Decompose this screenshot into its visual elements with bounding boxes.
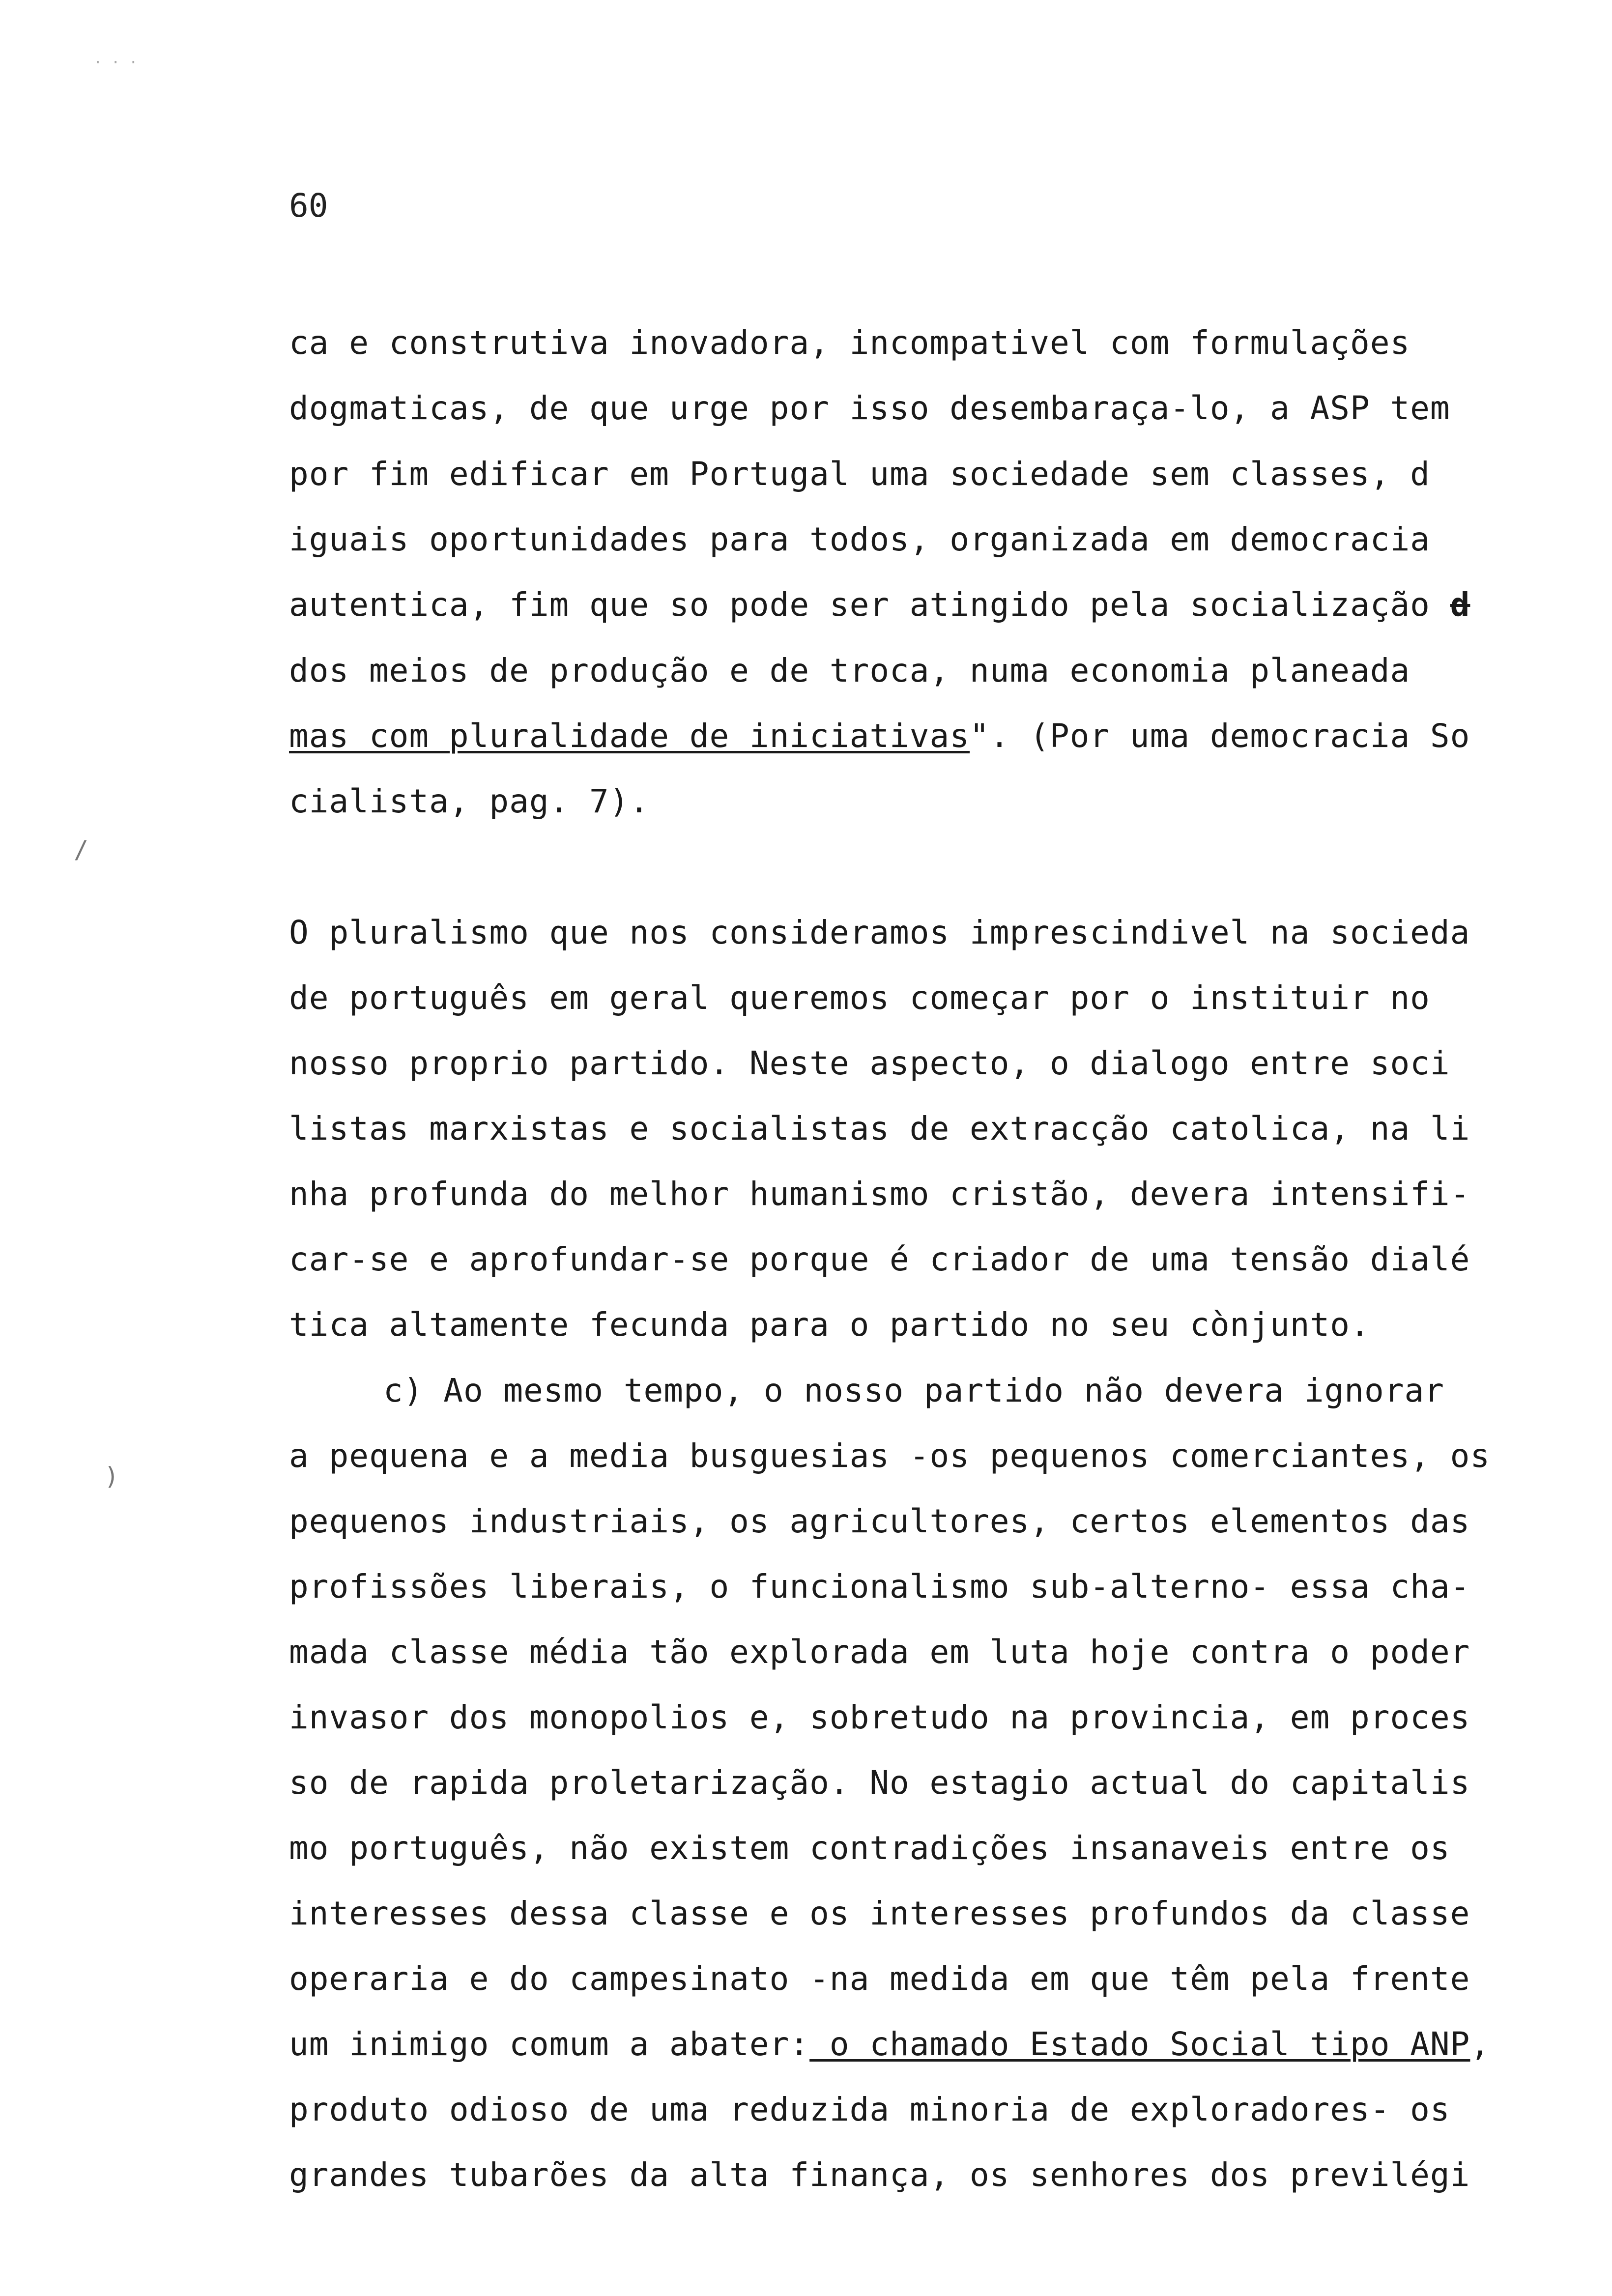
text-line: produto odioso de uma reduzida minoria de exploradores- os	[289, 2091, 1450, 2128]
text-line: iguais oportunidades para todos, organizada em democracia	[289, 520, 1430, 558]
text-line: nha profunda do melhor humanismo cristão, devera intensifi-	[289, 1175, 1470, 1213]
scan-specks: · · ·	[93, 54, 138, 71]
margin-mark: )	[104, 1462, 119, 1491]
text-segment: ". (Por uma democracia So	[970, 717, 1470, 755]
text-line: ca e construtiva inovadora, incompativel com formulações	[289, 324, 1410, 362]
text-line: dos meios de produção e de troca, numa economia planeada	[289, 652, 1410, 689]
text-line	[289, 586, 1470, 624]
margin-mark: /	[74, 835, 89, 864]
text-segment: autentica, fim que so pode ser atingido pela socialização	[289, 586, 1450, 624]
text-line: pequenos industriais, os agricultores, certos elementos das	[289, 1502, 1470, 1540]
text-line: mada classe média tão explorada em luta hoje contra o poder	[289, 1633, 1470, 1671]
underlined-text: mas com pluralidade de iniciativas	[289, 717, 970, 755]
text-line: cialista, pag. 7).	[289, 782, 650, 820]
text-line: mo português, não existem contradições insanaveis entre os	[289, 1829, 1450, 1867]
underlined-text: o chamado Estado Social tipo ANP	[809, 2025, 1470, 2063]
text-line: a pequena e a media busguesias -os pequenos comerciantes, os	[289, 1437, 1491, 1475]
text-line: so de rapida proletarização. No estagio actual do capitalis	[289, 1764, 1470, 1802]
page-number: 60	[289, 187, 328, 225]
text-line: dogmaticas, de que urge por isso desembaraça-lo, a ASP tem	[289, 389, 1450, 427]
text-line	[289, 2025, 1491, 2063]
text-line: listas marxistas e socialistas de extracção catolica, na li	[289, 1110, 1470, 1148]
text-line: invasor dos monopolios e, sobretudo na provincia, em proces	[289, 1698, 1470, 1736]
text-line	[289, 717, 1470, 755]
text-line: operaria e do campesinato -na medida em que têm pela frente	[289, 1960, 1470, 1998]
text-line: car-se e aprofundar-se porque é criador de uma tensão dialé	[289, 1240, 1470, 1278]
text-line: tica altamente fecunda para o partido no seu cònjunto.	[289, 1306, 1370, 1344]
text-line: de português em geral queremos começar por o instituir no	[289, 979, 1430, 1017]
text-line: por fim edificar em Portugal uma sociedade sem classes, d	[289, 455, 1430, 493]
struck-letter: d	[1450, 586, 1470, 624]
text-line: profissões liberais, o funcionalismo sub-alterno- essa cha-	[289, 1568, 1470, 1606]
text-line: c) Ao mesmo tempo, o nosso partido não devera ignorar	[383, 1372, 1444, 1409]
text-line: grandes tubarões da alta finança, os senhores dos previlégi	[289, 2156, 1470, 2194]
text-line: nosso proprio partido. Neste aspecto, o dialogo entre soci	[289, 1044, 1450, 1082]
text-segment: ,	[1470, 2025, 1491, 2063]
text-line: interesses dessa classe e os interesses profundos da classe	[289, 1894, 1470, 1932]
text-segment: um inimigo comum a abater:	[289, 2025, 810, 2063]
text-line: O pluralismo que nos consideramos imprescindivel na socieda	[289, 914, 1470, 951]
